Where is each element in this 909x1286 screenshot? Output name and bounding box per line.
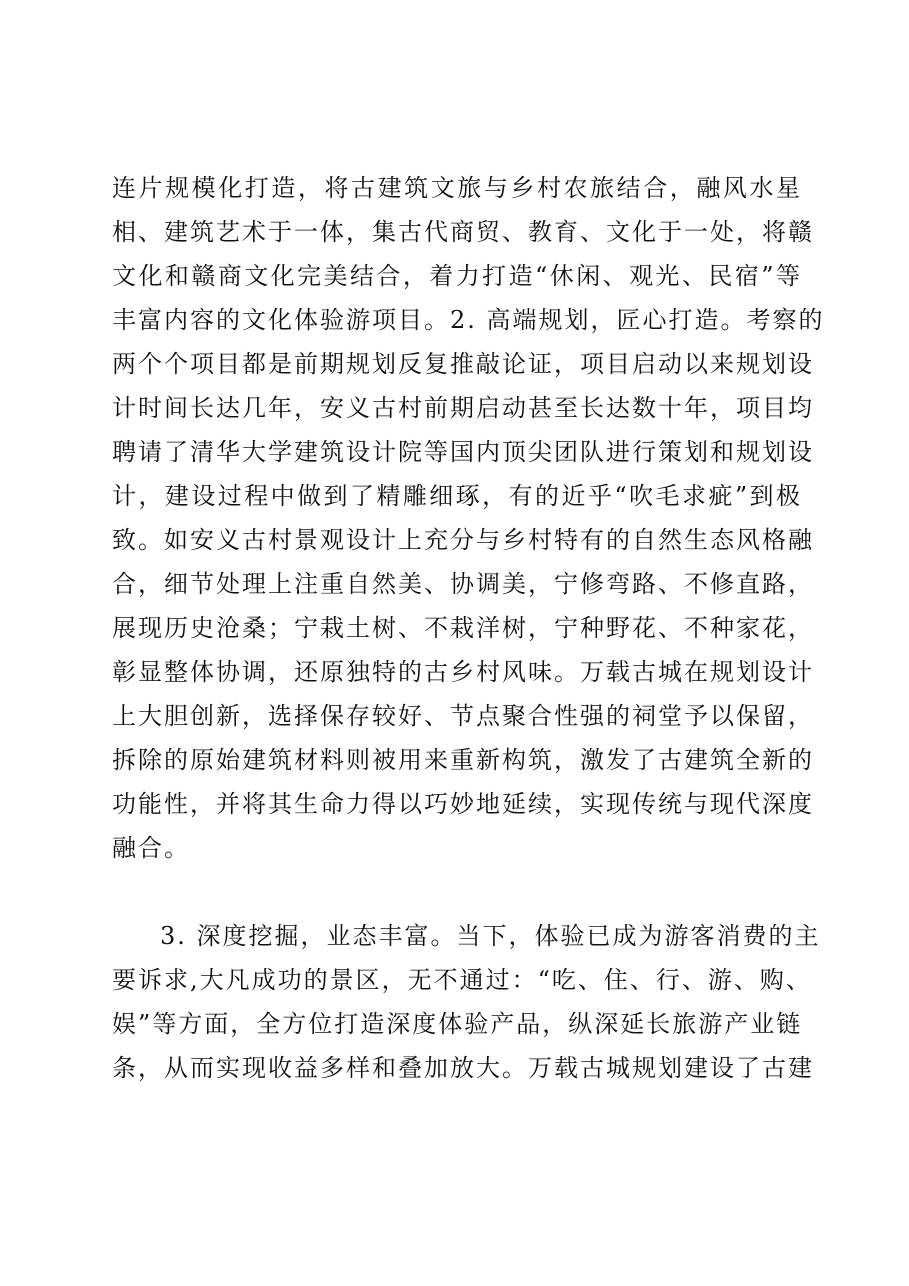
text-line: 连片规模化打造，将古建筑文旅与乡村农旅结合，融风水星 bbox=[112, 174, 802, 202]
paragraph-1 bbox=[112, 166, 825, 870]
text-line: 丰富内容的文化体验游项目。2. 高端规划，匠心打造。考察的 bbox=[112, 306, 825, 334]
text-line: 计，建设过程中做到了精雕细琢，有的近乎“吹毛求疵”到极 bbox=[112, 482, 802, 510]
text-line: 拆除的原始建筑材料则被用来重新构筑，激发了古建筑全新的 bbox=[112, 746, 814, 774]
text-line: 要诉求,大凡成功的景区，无不通过：“吃、住、行、游、购、 bbox=[112, 966, 812, 994]
text-line: 计时间长达几年，安义古村前期启动甚至长达数十年，项目均 bbox=[112, 394, 814, 422]
text-line: 3. 深度挖掘，业态丰富。当下，体验已成为游客消费的主 bbox=[160, 922, 821, 950]
text-line: 文化和赣商文化完美结合，着力打造“休闲、观光、民宿”等 bbox=[112, 262, 802, 290]
text-line: 条，从而实现收益多样和叠加放大。万载古城规划建设了古建 bbox=[112, 1054, 814, 1082]
text-line: 上大胆创新，选择保存较好、节点聚合性强的祠堂予以保留， bbox=[112, 702, 814, 730]
text-line: 致。如安义古村景观设计上充分与乡村特有的自然生态风格融 bbox=[112, 526, 814, 554]
text-line: 融合。 bbox=[112, 834, 190, 862]
text-line: 相、建筑艺术于一体，集古代商贸、教育、文化于一处，将赣 bbox=[112, 218, 814, 246]
paragraph-2 bbox=[112, 914, 821, 1090]
text-line: 两个个项目都是前期规划反复推敲论证，项目启动以来规划设 bbox=[112, 350, 814, 378]
text-line: 展现历史沧桑；宁栽土树、不栽洋树，宁种野花、不种家花， bbox=[112, 614, 814, 642]
text-line: 功能性，并将其生命力得以巧妙地延续，实现传统与现代深度 bbox=[112, 790, 814, 818]
text-line: 娱”等方面，全方位打造深度体验产品，纵深延长旅游产业链 bbox=[112, 1010, 803, 1038]
text-line: 聘请了清华大学建筑设计院等国内顶尖团队进行策划和规划设 bbox=[112, 438, 814, 466]
text-line: 彰显整体协调，还原独特的古乡村风味。万载古城在规划设计 bbox=[112, 658, 814, 686]
text-line: 合，细节处理上注重自然美、协调美，宁修弯路、不修直路， bbox=[112, 570, 814, 598]
